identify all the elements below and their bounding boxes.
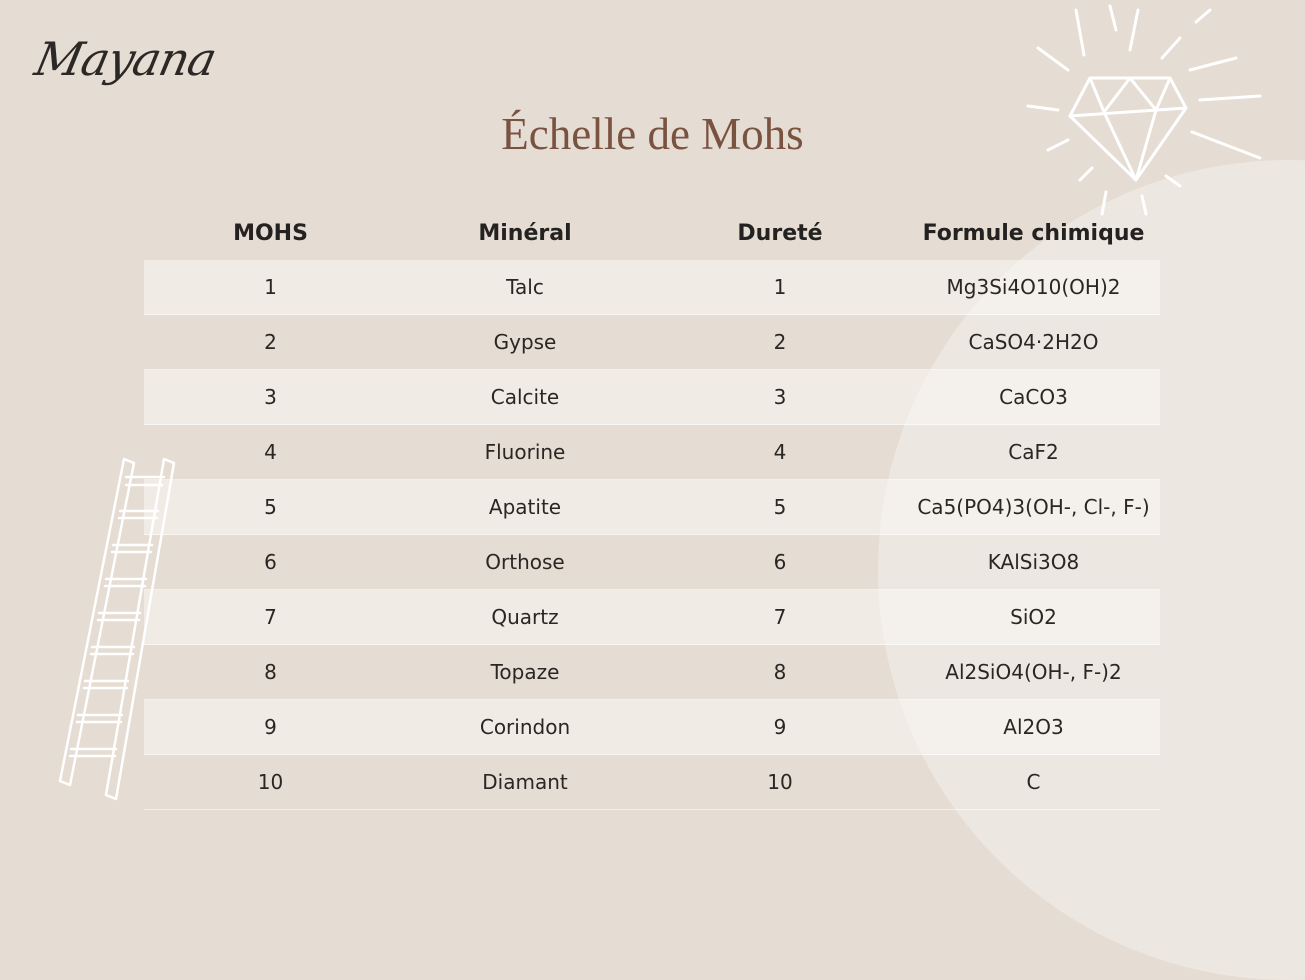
cell-formule: C [907, 755, 1160, 810]
cell-mohs: 8 [144, 645, 397, 700]
table-row [144, 645, 1160, 700]
cell-mohs: 10 [144, 755, 397, 810]
cell-formule: SiO2 [907, 590, 1160, 645]
cell-mohs: 2 [144, 315, 397, 370]
cell-mohs: 4 [144, 425, 397, 480]
cell-durete: 3 [653, 370, 907, 425]
cell-mineral: Diamant [397, 755, 653, 810]
cell-formule: KAlSi3O8 [907, 535, 1160, 590]
cell-mohs: 1 [144, 260, 397, 315]
cell-mineral: Corindon [397, 700, 653, 755]
page-title: Échelle de Mohs [501, 109, 804, 159]
cell-mineral: Apatite [397, 480, 653, 535]
cell-mineral: Talc [397, 260, 653, 315]
cell-mineral: Quartz [397, 590, 653, 645]
table-row [144, 535, 1160, 590]
cell-formule: CaF2 [907, 425, 1160, 480]
table-row [144, 370, 1160, 425]
cell-mineral: Gypse [397, 315, 653, 370]
table-row [144, 260, 1160, 315]
cell-durete: 8 [653, 645, 907, 700]
table-header-row [144, 207, 1160, 260]
table-row [144, 700, 1160, 755]
table-row [144, 480, 1160, 535]
cell-durete: 1 [653, 260, 907, 315]
cell-durete: 5 [653, 480, 907, 535]
cell-mohs: 5 [144, 480, 397, 535]
cell-durete: 4 [653, 425, 907, 480]
cell-formule: Al2O3 [907, 700, 1160, 755]
cell-mineral: Calcite [397, 370, 653, 425]
cell-mineral: Topaze [397, 645, 653, 700]
header-mohs: MOHS [233, 221, 308, 246]
mohs-table [144, 207, 1160, 810]
cell-durete: 2 [653, 315, 907, 370]
header-mineral: Minéral [478, 221, 572, 246]
cell-durete: 7 [653, 590, 907, 645]
cell-formule: Ca5(PO4)3(OH-, Cl-, F-) [907, 480, 1160, 535]
cell-mineral: Fluorine [397, 425, 653, 480]
cell-formule: CaSO4·2H2O [907, 315, 1160, 370]
brand-logo: Mayana [30, 32, 221, 86]
cell-formule: Mg3Si4O10(OH)2 [907, 260, 1160, 315]
cell-mohs: 6 [144, 535, 397, 590]
cell-mohs: 3 [144, 370, 397, 425]
cell-formule: Al2SiO4(OH-, F-)2 [907, 645, 1160, 700]
cell-durete: 9 [653, 700, 907, 755]
cell-durete: 10 [653, 755, 907, 810]
table-row [144, 425, 1160, 480]
table-row [144, 315, 1160, 370]
table-row [144, 755, 1160, 810]
cell-mineral: Orthose [397, 535, 653, 590]
header-formule: Formule chimique [922, 221, 1145, 246]
header-durete: Dureté [737, 221, 823, 246]
table-row [144, 590, 1160, 645]
cell-mohs: 7 [144, 590, 397, 645]
cell-formule: CaCO3 [907, 370, 1160, 425]
cell-mohs: 9 [144, 700, 397, 755]
cell-durete: 6 [653, 535, 907, 590]
diamond-icon [1020, 0, 1280, 230]
